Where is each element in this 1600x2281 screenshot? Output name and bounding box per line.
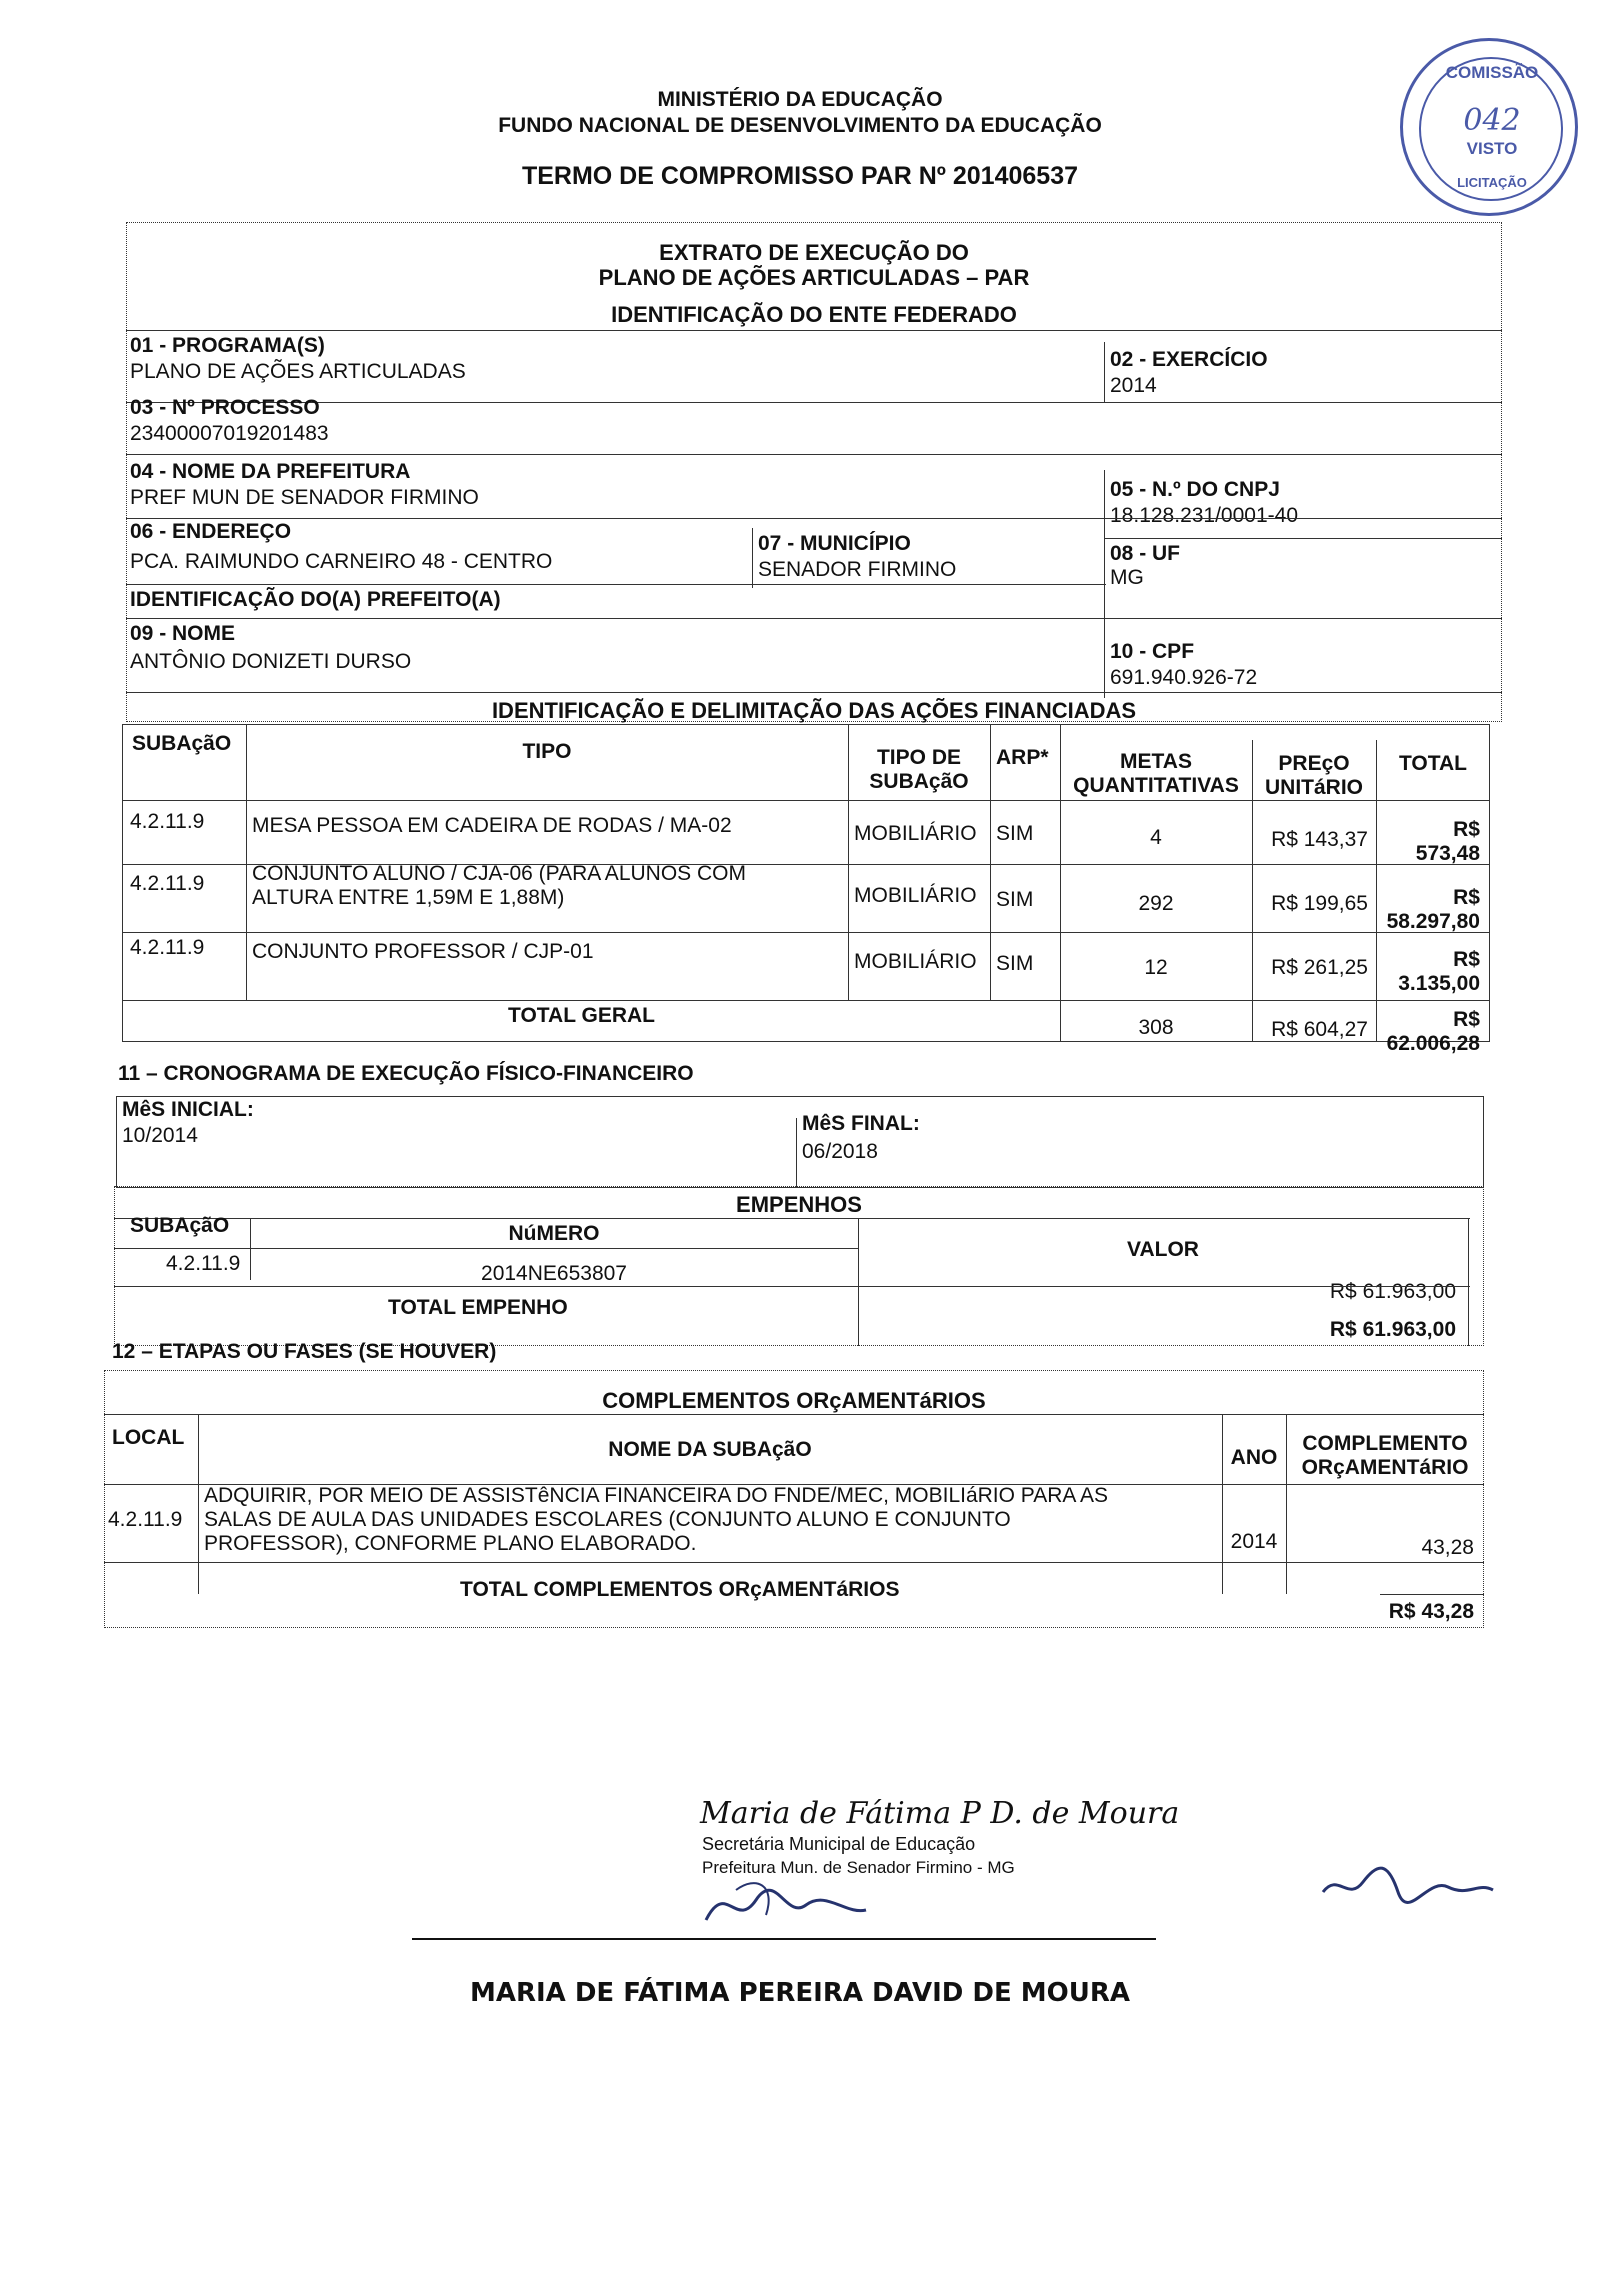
signer-name: MARIA DE FÁTIMA PEREIRA DAVID DE MOURA [469,1978,1131,2008]
row-total: 3.135,00 [1398,972,1480,995]
row-total: 58.297,80 [1386,910,1480,933]
empenho-subacao: 4.2.11.9 [166,1252,241,1275]
col-preco-header-2: UNITáRIO [1264,776,1363,799]
prefeito-section-title: IDENTIFICAÇÃO DO(A) PREFEITO(A) [130,588,501,611]
complementos-complemento-header-1: COMPLEMENTO [1302,1432,1468,1455]
stamp-bottom-text: LICITAÇÃO [1457,175,1527,190]
commission-stamp [1400,38,1578,216]
nome-value: ANTÔNIO DONIZETI DURSO [130,650,412,673]
col-total-header: TOTAL [1398,752,1468,775]
etapas-title: 12 – ETAPAS OU FASES (SE HOUVER) [112,1340,497,1363]
col-tipo-header: TIPO [522,740,572,763]
empenhos-valor-header: VALOR [1127,1238,1199,1261]
row-total-currency: R$ [1453,948,1480,971]
complementos-title: COMPLEMENTOS ORçAMENTáRIOS [602,1388,986,1413]
stamp-role: Secretária Municipal de Educação [702,1834,976,1854]
endereco-value: PCA. RAIMUNDO CARNEIRO 48 - CENTRO [130,550,553,573]
row-arp: SIM [996,888,1034,911]
cnpj-value: 18.128.231/0001-40 [1110,504,1299,527]
cronograma-box [116,1096,1484,1188]
empenho-valor: R$ 61.963,00 [1329,1280,1456,1303]
row-tipo-subacao: MOBILIÁRIO [854,950,977,973]
empenhos-subacao-header: SUBAçãO [130,1214,230,1237]
fund-name: FUNDO NACIONAL DE DESENVOLVIMENTO DA EDUCAÇÃO [498,114,1102,137]
complemento-nome-line-2: SALAS DE AULA DAS UNIDADES ESCOLARES (CONJUNTO ALUNO E CONJUNTO [204,1508,1011,1531]
row-tipo: MESA PESSOA EM CADEIRA DE RODAS / MA-02 [252,814,732,837]
row-total: 573,48 [1415,842,1480,865]
mes-final-label: MêS FINAL: [802,1112,920,1135]
empenhos-numero-header: NúMERO [508,1222,600,1245]
processo-label: 03 - Nº PROCESSO [130,396,320,419]
row-subacao: 4.2.11.9 [130,936,205,959]
uf-label: 08 - UF [1110,542,1181,565]
stamp-middle-text: VISTO [1466,139,1518,158]
col-metas-header-1: METAS [1120,750,1192,773]
mes-final-value: 06/2018 [802,1140,878,1163]
col-metas-header-2: QUANTITATIVAS [1073,774,1239,797]
stamp-top-text: COMISSÃO [1445,63,1539,82]
municipio-value: SENADOR FIRMINO [758,558,957,581]
stamp-number: 042 [1463,103,1521,138]
total-empenho-value: R$ 61.963,00 [1329,1318,1456,1341]
handwritten-initials [1318,1852,1498,1912]
row-tipo-subacao: MOBILIÁRIO [854,884,977,907]
extract-title-2: PLANO DE AÇÕES ARTICULADAS – PAR [598,265,1030,290]
row-metas: 12 [1144,956,1168,979]
complemento-nome-line-1: ADQUIRIR, POR MEIO DE ASSISTêNCIA FINANCEIRA DO FNDE/MEC, MOBILIáRIO PARA AS [204,1484,1108,1507]
term-title: TERMO DE COMPROMISSO PAR Nº 201406537 [521,162,1079,190]
ente-section-title: IDENTIFICAÇÃO DO ENTE FEDERADO [611,302,1017,327]
stamp-org: Prefeitura Mun. de Senador Firmino - MG [702,1858,1015,1877]
cnpj-label: 05 - N.º DO CNPJ [1110,478,1280,501]
row-preco: R$ 199,65 [1271,892,1368,915]
processo-value: 23400007019201483 [130,422,329,445]
row-metas: 292 [1138,892,1174,915]
col-tipo-subacao-header-1: TIPO DE [876,746,961,769]
complementos-local-header: LOCAL [112,1426,185,1449]
acoes-section-title: IDENTIFICAÇÃO E DELIMITAÇÃO DAS AÇÕES FINANCIADAS [491,698,1137,723]
cronograma-title: 11 – CRONOGRAMA DE EXECUÇÃO FÍSICO-FINANCEIRO [118,1062,694,1085]
nome-label: 09 - NOME [130,622,236,645]
total-empenho-label: TOTAL EMPENHO [388,1296,568,1319]
total-preco: R$ 604,27 [1271,1018,1368,1041]
prefeitura-value: PREF MUN DE SENADOR FIRMINO [130,486,479,509]
row-total-currency: R$ [1453,818,1480,841]
row-tipo: CONJUNTO ALUNO / CJA-06 (PARA ALUNOS COM [252,862,746,885]
total-complementos-label: TOTAL COMPLEMENTOS ORçAMENTáRIOS [460,1578,900,1601]
row-preco: R$ 261,25 [1271,956,1368,979]
total-metas: 308 [1138,1016,1174,1039]
mes-inicial-label: MêS INICIAL: [122,1098,254,1121]
cpf-value: 691.940.926-72 [1110,666,1258,689]
total-complementos-value: R$ 43,28 [1388,1600,1474,1623]
complementos-ano-header: ANO [1230,1446,1278,1469]
stamp-name: Maria de Fátima P D. de Moura [700,1796,1180,1831]
row-total-currency: R$ [1453,886,1480,909]
complemento-nome-line-3: PROFESSOR), CONFORME PLANO ELABORADO. [204,1532,697,1555]
complementos-complemento-header-2: ORçAMENTáRIO [1301,1456,1469,1479]
total-geral-label: TOTAL GERAL [508,1004,655,1027]
total-geral-value: 62.006,28 [1386,1032,1480,1055]
complementos-nome-header: NOME DA SUBAçãO [608,1438,812,1461]
col-tipo-subacao-header-2: SUBAçãO [869,770,969,793]
extract-title-1: EXTRATO DE EXECUÇÃO DO [659,240,969,265]
row-subacao: 4.2.11.9 [130,872,205,895]
row-subacao: 4.2.11.9 [130,810,205,833]
row-arp: SIM [996,822,1034,845]
exercicio-label: 02 - EXERCÍCIO [1110,348,1268,371]
complemento-valor: 43,28 [1421,1536,1474,1559]
programa-value: PLANO DE AÇÕES ARTICULADAS [130,360,466,383]
municipio-label: 07 - MUNICÍPIO [758,532,911,555]
complemento-ano: 2014 [1230,1530,1278,1553]
handwritten-signature [696,1870,876,1940]
row-arp: SIM [996,952,1034,975]
row-tipo-continued: ALTURA ENTRE 1,59M E 1,88M) [252,886,565,909]
ministry-name: MINISTÉRIO DA EDUCAÇÃO [657,88,943,111]
empenho-numero: 2014NE653807 [481,1262,627,1285]
empenhos-title: EMPENHOS [736,1192,862,1217]
col-preco-header-1: PREçO [1278,752,1350,775]
signature-line [412,1938,1156,1940]
row-tipo-subacao: MOBILIÁRIO [854,822,977,845]
prefeitura-label: 04 - NOME DA PREFEITURA [130,460,411,483]
col-arp-header: ARP* [996,746,1049,769]
row-preco: R$ 143,37 [1271,828,1368,851]
mes-inicial-value: 10/2014 [122,1124,198,1147]
complemento-local: 4.2.11.9 [108,1508,183,1531]
endereco-label: 06 - ENDEREÇO [130,520,292,543]
col-subacao-header: SUBAçãO [132,732,232,755]
row-tipo: CONJUNTO PROFESSOR / CJP-01 [252,940,594,963]
exercicio-value: 2014 [1110,374,1157,397]
total-geral-currency: R$ [1453,1008,1480,1031]
cpf-label: 10 - CPF [1110,640,1195,663]
uf-value: MG [1110,566,1144,589]
row-metas: 4 [1150,826,1162,849]
programa-label: 01 - PROGRAMA(S) [130,334,325,357]
